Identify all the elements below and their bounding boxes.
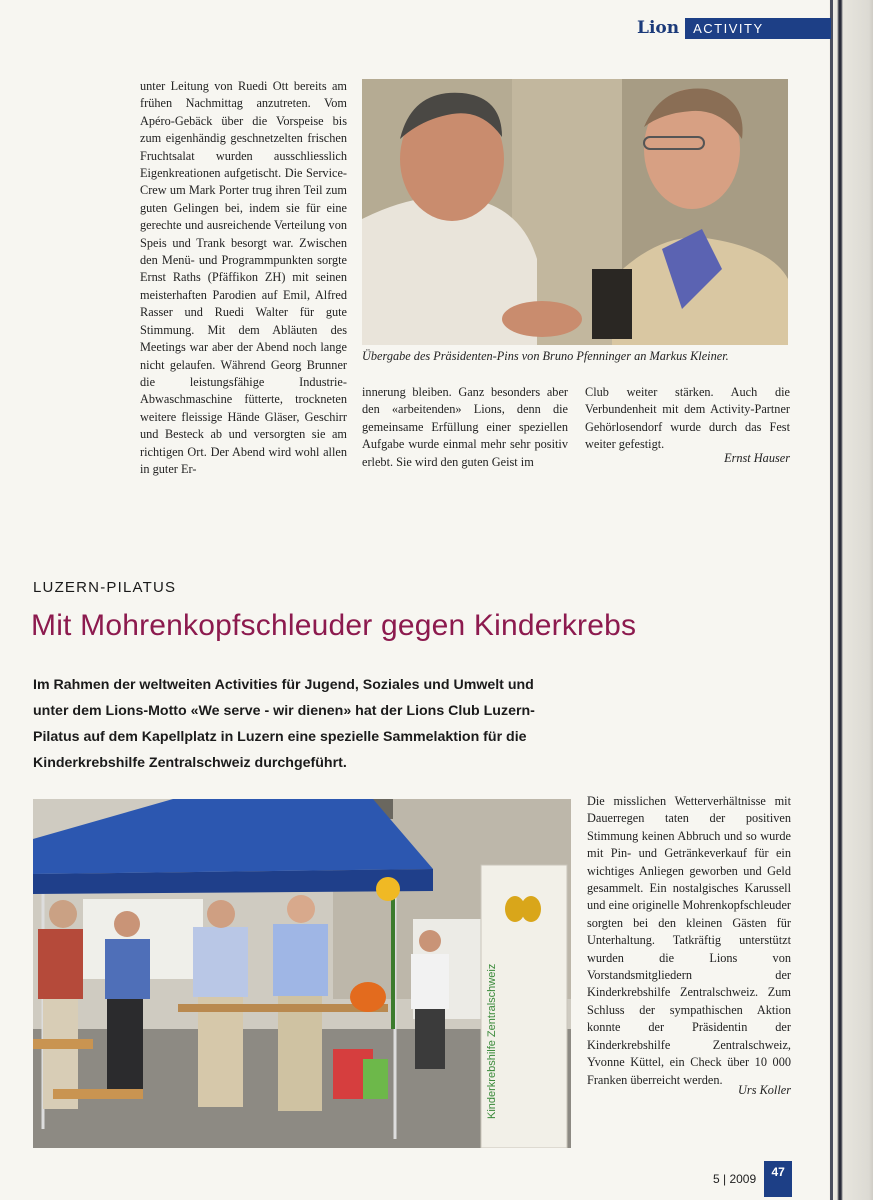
article1-column-2: innerung bleiben. Ganz besonders aber den «arbeitenden» Lions, denn die gemeinsame Erfüllung einer speziellen Aufgabe wurde einmal mehr sehr positiv erlebt. Sie wird den guten Geist im: [362, 385, 568, 469]
page-header: [637, 17, 831, 39]
article2-lead: Im Rahmen der weltweiten Activities für Jugend, Soziales und Umwelt und unter dem Lions-Motto «We serve - wir dienen» hat der Lions Club Luzern-Pilatus auf dem Kapellplatz in Luzern eine spezielle Sammelaktion für die Kinderkrebshilfe Zentralschweiz durchgeführt.: [33, 677, 535, 771]
article2-author: Urs Koller: [738, 1083, 791, 1097]
section-label: ACTIVITY: [685, 18, 831, 39]
article1-column-3: Club weiter stärken. Auch die Verbundenheit mit dem Activity-Partner Gehörlosendorf wurde durch das Fest weiter gefestigt.: [585, 385, 790, 452]
page-footer: [713, 1161, 792, 1197]
binding-line: [830, 0, 833, 1200]
photo-fundraising-stand: [33, 799, 571, 1148]
article2-kicker: LUZERN-PILATUS: [33, 579, 177, 596]
page-number: 47: [764, 1161, 792, 1197]
article2-body: Die misslichen Wetterverhältnisse mit Dauerregen taten der positiven Stimmung keinen Abbruch und so wurde mit Pin- und Getränkeverkauf für ein wichtiges Anliegen geworben und Geld gesammelt. Ein nostalgisches Karussell und eine originelle Mohrenkopfschleuder sorgten bei den kleinen Gästen für Unterhaltung. Tatkräftig unterstützt wurden die Lions von Vorstandsmitgliedern der Kinderkrebshilfe Zentralschweiz. Zum Schluss der sympathischen Aktion konnte der Präsidentin der Kinderkrebshilfe Zentralschweiz, Yvonne Küttel, ein Check über 10 000 Franken überreicht werden.: [587, 794, 791, 1087]
page-edge: [829, 0, 873, 1200]
article1-column-1: unter Leitung von Ruedi Ott bereits am frühen Nachmittag anzutreten. Vom Apéro-Gebäck über die Vorspeise bis zum eigenhändig geschnetzelten frischen Fruchtsalat wurden ausschliesslich Eigenkreationen aufgetischt. Die Service-Crew um Mark Porter trug ihren Teil zum guten Gelingen bei, indem sie für eine gerechte und ausreichende Verteilung von Speis und Trank besorgt war. Zwischen den Menü- und Programmpunkten sorgte Ernst Raths (Pfäffikon ZH) mit seinen meisterhaften Parodien auf Emil, Alfred Rasser und Ruedi Walter für gute Stimmung. Mit dem Abläuten des Meetings war aber der Abend noch lange nicht gelaufen. Während Georg Brunner die leistungsfähige Industrie-Abwaschmaschine fütterte, trockneten weitere fleissige Hände Gläser, Geschirr und Besteck ab und versorgten sie am richtigen Ort. Der Abend wird wohl allen in guter Er-: [140, 79, 347, 476]
banner-text: Kinderkrebshilfe Zentralschweiz: [486, 963, 498, 1119]
article2-headline: Mit Mohrenkopfschleuder gegen Kinderkrebs: [31, 609, 637, 642]
photo-pin-handover: [362, 79, 788, 345]
photo-caption: Übergabe des Präsidenten-Pins von Bruno Pfenninger an Markus Kleiner.: [362, 349, 729, 363]
brand-logo: Lion: [637, 18, 680, 38]
issue-number: 5 | 2009: [713, 1172, 757, 1186]
article1-author: Ernst Hauser: [724, 451, 790, 465]
